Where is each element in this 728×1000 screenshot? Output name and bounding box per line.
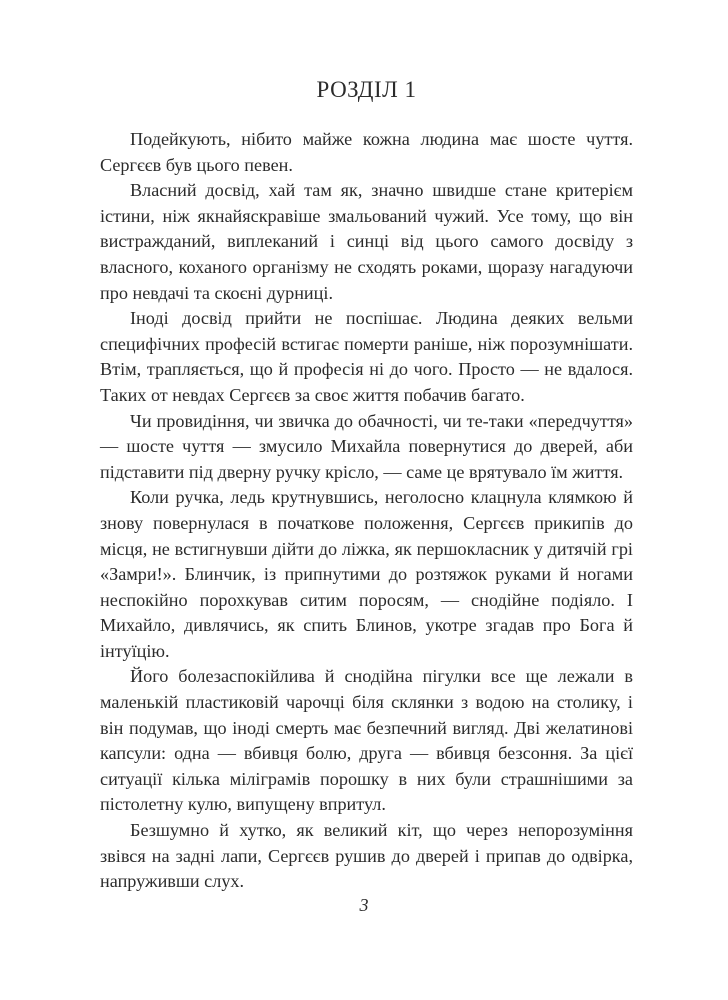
body-text [100,127,633,895]
page-number: 3 [359,895,369,915]
paragraph: Іноді досвід прийти не поспішає. Людина деяких вельми специфічних професій встигає померти раніше, ніж порозумнішати. Втім, трапляється, що й професія ні до чого. Просто — не вдалося. Таких от невдах Сергєєв за своє життя побачив багато. [100,308,633,405]
paragraph: Подейкують, нібито майже кожна людина має шосте чуття. Сергєєв був цього певен. [100,129,633,175]
paragraph: Чи провидіння, чи звичка до обачності, чи те-таки «передчуття» — шосте чуття — змусило Михайла повернутися до дверей, аби підставити під дверну ручку крісло, — саме це врятувало їм життя. [100,410,633,482]
chapter-title: РОЗДІЛ 1 [316,77,417,102]
paragraph: Коли ручка, ледь крутнувшись, неголосно клацнула клямкою й знову повернулася в початкове положення, Сергєєв прикипів до місця, не встигнувши дійти до ліжка, як першокласник у дитячій грі «Замри!». Блинчик, із припнутими до розтяжок руками й ногами неспокійно порохкував ситим поросям, — снодійне подіяло. І Михайло, дивлячись, як спить Блинов, укотре згадав про Бога й інтуїцію. [100,487,633,661]
page-content [100,76,633,895]
paragraph: Його болезаспокійлива й снодійна пігулки все ще лежали в маленькій пластиковій чарочці біля склянки з водою на столику, і він подумав, що іноді смерть має безпечний вигляд. Дві желатинові капсули: одна — вбивця болю, друга — вбивця безсоння. За цієї ситуації кілька міліграмів порошку в них були страшнішими за пістолетну кулю, випущену впритул. [100,666,633,815]
paragraph: Безшумно й хутко, як великий кіт, що через непорозуміння звівся на задні лапи, Сергєєв рушив до дверей і припав до одвірка, напруживши слух. [100,820,633,892]
paragraph: Власний досвід, хай там як, значно швидше стане критерієм істини, ніж якнайяскравіше змальований чужий. Усе тому, що він вистражданий, виплеканий і синці від цього самого досвіду з власного, коханого організму не сходять роками, щоразу нагадуючи про невдачі та скоєні дурниці. [100,180,633,303]
